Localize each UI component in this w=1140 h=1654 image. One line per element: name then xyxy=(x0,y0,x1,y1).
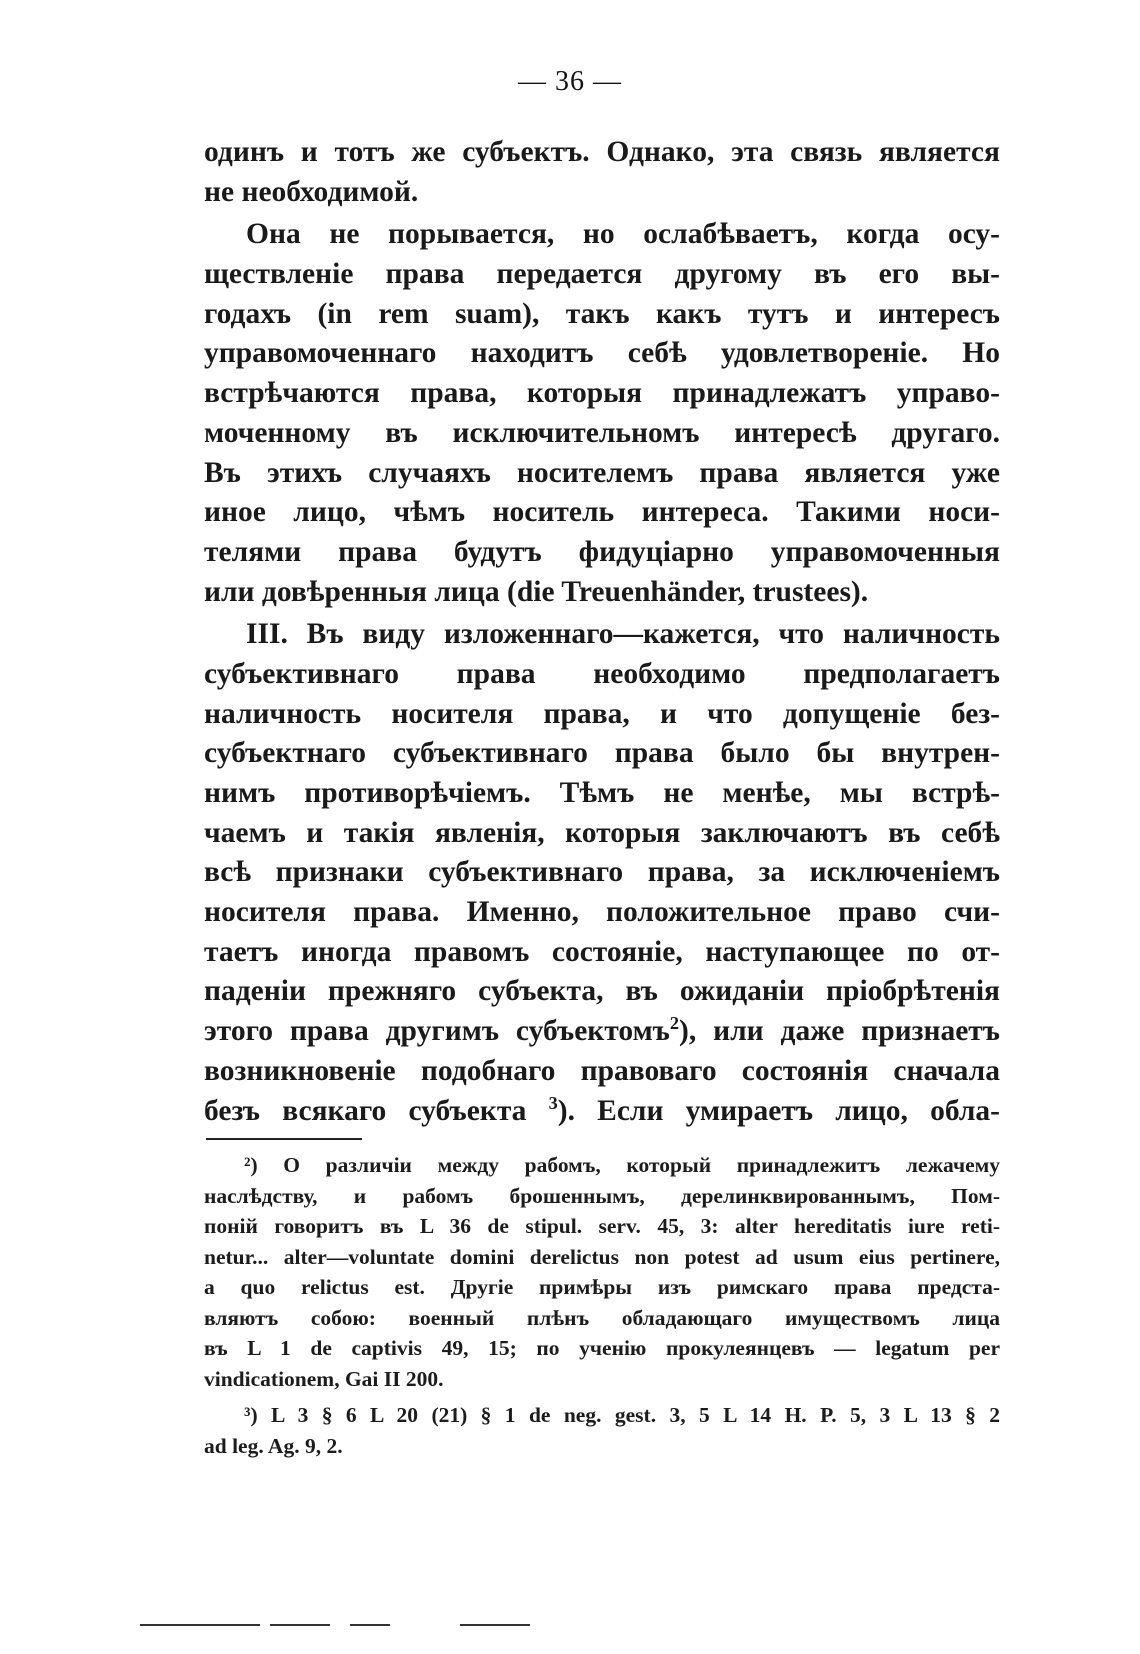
footnote-line: ad leg. Ag. 9, 2. xyxy=(204,1433,343,1458)
text-line: одинъ и тотъ же субъектъ. Однако, эта связь является xyxy=(204,136,1000,168)
text-line: возникновеніе подобнаго правоваго состоянія сначала xyxy=(204,1054,1000,1087)
footnote-marker: ³) xyxy=(244,1403,258,1427)
text-line: Она не порывается, но ослабѣваетъ, когда осу- xyxy=(246,218,1000,251)
text-line: субъектнаго субъективнаго права было бы внутрен- xyxy=(204,737,1000,770)
text-line: таетъ иногда правомъ состояніе, наступающее по от- xyxy=(204,935,1000,968)
main-text xyxy=(204,133,1000,1131)
footnote-line: a quo relictus est. Другіе примѣры изъ римскаго права предста- xyxy=(204,1275,1000,1299)
text-line: наличность носителя права, и что допущеніе без- xyxy=(204,697,1000,730)
footnote-line xyxy=(204,1400,1000,1431)
footnote-marker: ²) xyxy=(244,1153,258,1177)
text-line: не необходимой. xyxy=(204,175,419,208)
text-line: чаемъ и такія явленія, которыя заключаютъ въ себѣ xyxy=(204,816,1000,849)
text-segment: безъ всякаго субъекта xyxy=(204,1094,549,1127)
text-line: годахъ (in rem suam), такъ какъ тутъ и интересъ xyxy=(204,297,1000,330)
footnote-ref: 3 xyxy=(548,1092,558,1113)
text-line: ществленіе права передается другому въ его вы- xyxy=(204,258,1000,291)
text-segment: ). Если умираетъ лицо, обла- xyxy=(557,1094,1000,1127)
scan-edge-marks xyxy=(140,1622,560,1628)
text-line: управомоченнаго находитъ себѣ удовлетвореніе. Но xyxy=(204,337,1000,370)
text-line: или довѣренныя лица (die Treuenhänder, trustees). xyxy=(204,575,869,608)
text-line: всѣ признаки субъективнаго права, за исключеніемъ xyxy=(204,856,1000,889)
text-line: встрѣчаются права, которыя принадлежатъ управо- xyxy=(204,377,1000,410)
footnote-line: vindicationem, Gai II 200. xyxy=(204,1366,444,1391)
text-line: моченному въ исключительномъ интересѣ другаго. xyxy=(204,416,1000,449)
text-line: III. Въ виду изложеннаго—кажется, что наличность xyxy=(246,618,1000,651)
text-line: нимъ противорѣчіемъ. Тѣмъ не менѣе, мы встрѣ- xyxy=(204,777,1000,809)
footnote-divider xyxy=(206,1138,362,1140)
page-number: — 36 — xyxy=(518,66,622,97)
footnote-line: netur... alter—voluntate domini derelictus non potest ad usum eius pertinere, xyxy=(204,1244,1000,1269)
footnotes xyxy=(204,1150,1000,1461)
text-line: Въ этихъ случаяхъ носителемъ права является уже xyxy=(204,456,1000,489)
text-segment: этого права другимъ субъектомъ xyxy=(204,1015,670,1048)
footnote-ref: 2 xyxy=(669,1013,680,1034)
footnote-line xyxy=(204,1150,1000,1181)
footnote-line: поній говоритъ въ L 36 de stipul. serv. 45, 3: alter hereditatis iure reti- xyxy=(204,1214,1000,1238)
footnote-line: въ L 1 de captivis 49, 15; по ученію прокулеянцевъ — legatum per xyxy=(204,1336,1000,1360)
text-line-with-footnote-ref xyxy=(204,1012,1000,1052)
text-line-with-footnote-ref xyxy=(204,1092,1000,1132)
footnote-line: вляютъ собою: военный плѣнъ обладающаго имуществомъ лица xyxy=(204,1305,1000,1330)
text-segment: ), или даже признаетъ xyxy=(679,1015,1000,1048)
footnote-line: наслѣдству, и рабомъ брошеннымъ, дерелинквированнымъ, Пом- xyxy=(204,1183,1000,1208)
footnote-text: О различіи между рабомъ, который принадлежитъ лежачему xyxy=(283,1153,1000,1177)
text-line: паденіи прежняго субъекта, въ ожиданіи пріобрѣтенія xyxy=(204,975,1000,1008)
footnote-text: L 3 § 6 L 20 (21) § 1 de neg. gest. 3, 5 L 14 H. P. 5, 3 L 13 § 2 xyxy=(271,1403,1000,1427)
text-line: телями права будутъ фидуціарно управомоченныя xyxy=(204,535,1000,568)
text-line: носителя права. Именно, положительное право счи- xyxy=(204,896,1000,929)
text-line: иное лицо, чѣмъ носитель интереса. Такими носи- xyxy=(204,496,1000,529)
text-line: субъективнаго права необходимо предполагаетъ xyxy=(204,657,1000,690)
